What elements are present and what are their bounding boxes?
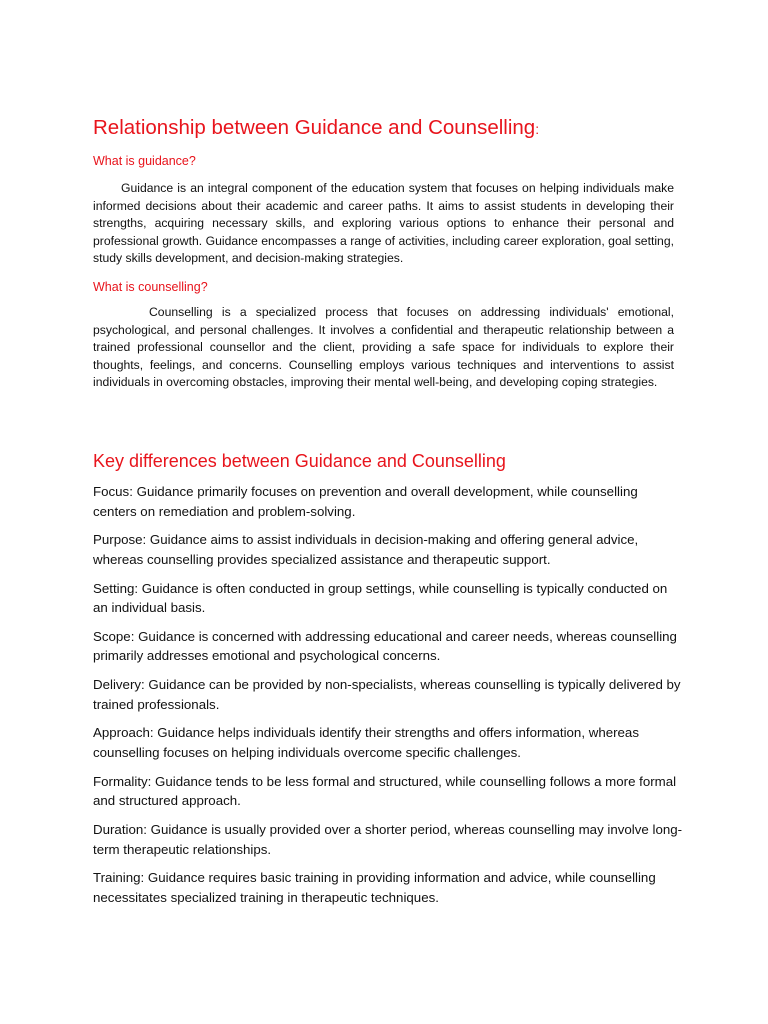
differences-list xyxy=(93,482,683,917)
page-title xyxy=(93,113,674,144)
counselling-heading: What is counselling? xyxy=(93,280,208,294)
counselling-paragraph: Counselling is a specialized process that focuses on addressing individuals' emotional, psychological, and personal challenges. It involves a confidential and therapeutic relationship between a trained professional counsellor and the client, providing a safe space for individuals to explore their thoughts, feelings, and concerns. Counselling employs various techniques and interventions to assist individuals in overcoming obstacles, improving their mental well-being, and developing coping strategies. xyxy=(93,305,674,390)
difference-training: Training: Guidance requires basic training in providing information and advice, while counselling necessitates specialized training in therapeutic techniques. xyxy=(93,870,656,905)
page-title-colon: : xyxy=(535,121,540,137)
difference-scope: Scope: Guidance is concerned with addressing educational and career needs, whereas counselling primarily addresses emotional and psychological concerns. xyxy=(93,628,677,664)
difference-duration: Duration: Guidance is usually provided over a shorter period, whereas counselling may involve long-term therapeutic relationships. xyxy=(93,822,683,857)
differences-heading: Key differences between Guidance and Counselling xyxy=(93,451,506,471)
difference-focus: Focus: Guidance primarily focuses on prevention and overall development, while counselling centers on remediation and problem-solving. xyxy=(93,484,638,519)
difference-setting: Setting: Guidance is often conducted in group settings, while counselling is typically conducted on an individual basis. xyxy=(93,580,668,616)
difference-purpose: Purpose: Guidance aims to assist individuals in decision-making and offering general advice, whereas counselling provides specialized assistance and therapeutic support. xyxy=(93,532,639,567)
guidance-heading: What is guidance? xyxy=(93,154,196,168)
difference-delivery: Delivery: Guidance can be provided by non-specialists, whereas counselling is typically delivered by trained professionals. xyxy=(93,677,681,712)
difference-formality: Formality: Guidance tends to be less formal and structured, while counselling follows a more formal and structured approach. xyxy=(93,773,677,809)
page-title-text: Relationship between Guidance and Counselling xyxy=(93,116,536,139)
guidance-paragraph: Guidance is an integral component of the education system that focuses on helping individuals make informed decisions about their academic and career paths. It aims to assist students in developing their strengths, acquiring necessary skills, and exploring various options to enhance their personal and professional growth. Guidance encompasses a range of activities, including career exploration, goal setting, study skills development, and decision-making strategies. xyxy=(93,181,674,266)
difference-approach: Approach: Guidance helps individuals identify their strengths and offers information, whereas counselling focuses on helping individuals overcome specific challenges. xyxy=(93,725,639,760)
